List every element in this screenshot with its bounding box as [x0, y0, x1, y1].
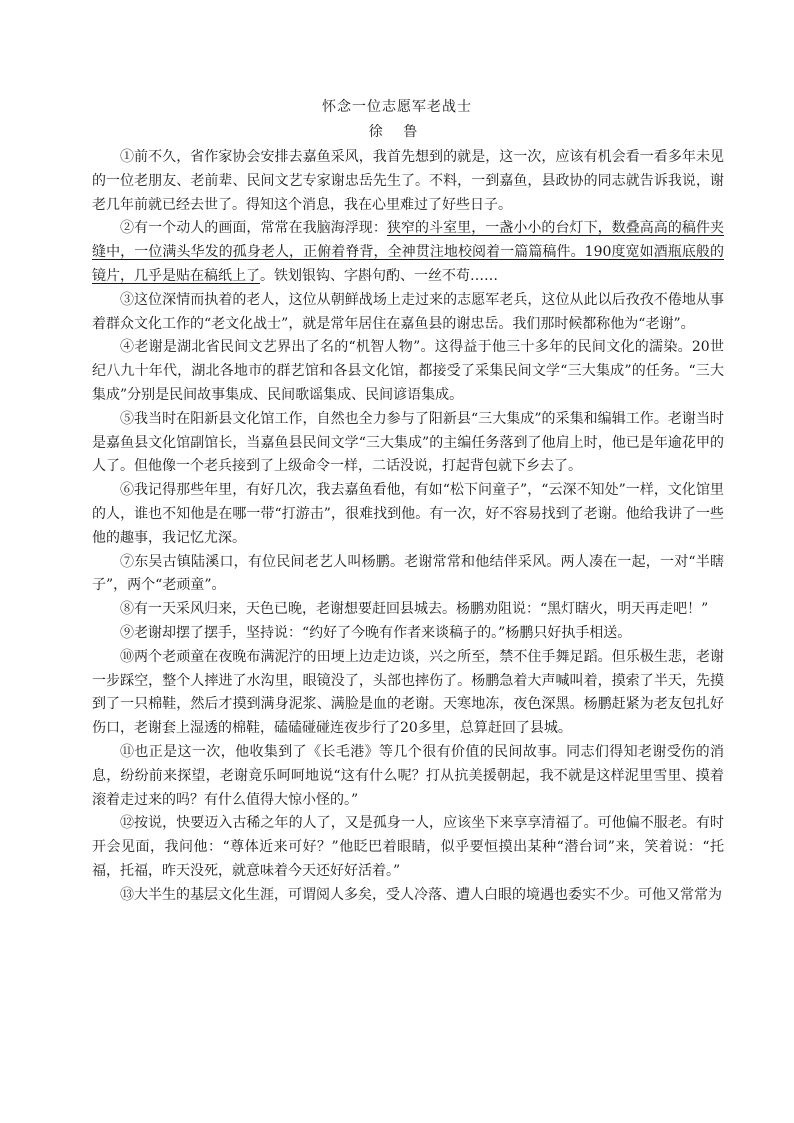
paragraph-text: ⑥我记得那些年里，有好几次，我去嘉鱼看他，有如“松下问童子”，“云深不知处”一样，文化馆里的人，谁也不知他是在哪一带“打游击”，很难找到他。有一次，好不容易找到了老谢。他给我讲了一些他的趣事，我记忆尤深。 — [92, 482, 724, 546]
paragraph-text: 。铁划银钩、字斟句酌、一丝不苟…… — [260, 267, 498, 284]
paragraph — [92, 622, 724, 646]
paragraph-text: ①前不久，省作家协会安排去嘉鱼采风，我首先想到的就是，这一次，应该有机会看一看多年未见的一位老朋友、老前辈、民间文艺专家谢忠岳先生了。不料，一到嘉鱼，县政协的同志就告诉我说，谢老几年前就已经去世了。得知这个消息，我在心里难过了好些日子。 — [92, 149, 724, 213]
paragraph — [92, 598, 724, 622]
paragraph — [92, 408, 724, 479]
paragraph — [92, 884, 724, 908]
paragraph — [92, 551, 724, 599]
paragraph-text: ③这位深情而执着的老人，这位从朝鲜战场上走过来的志愿军老兵，这位从此以后孜孜不倦地从事着群众文化工作的“老文化战士”，就是常年居住在嘉鱼县的谢忠岳。我们那时候都称他为“老谢”。 — [92, 291, 724, 332]
article-title: 怀念一位志愿军老战士 — [322, 99, 472, 115]
paragraph-text: ⑩两个老顽童在夜晚布满泥泞的田埂上边走边谈，兴之所至，禁不住手舞足蹈。但乐极生悲，老谢一步踩空，整个人摔进了水沟里，眼镜没了，头部也摔伤了。杨鹏急着大声喊叫着，摸索了半天，先摸到了一只棉鞋，然后才摸到满身泥浆、满脸是血的老谢。天寒地冻，夜色深黑。杨鹏赶紧为老友包扎好伤口，老谢套上湿透的棉鞋，磕磕碰碰连夜步行了20多里，总算赶回了县城。 — [92, 648, 724, 737]
paragraph-text: ②有一个动人的画面，常常在我脑海浮现： — [120, 220, 387, 237]
paragraph-text: ④老谢是湖北省民间文艺界出了名的“机智人物”。这得益于他三十多年的民间文化的濡染。20世纪八九十年代，湖北各地市的群艺馆和各县文化馆，都接受了采集民间文学“三大集成”的任务。“三大集成”分别是民间故事集成、民间歌谣集成、民间谚语集成。 — [92, 339, 724, 403]
underlined-text: 狭窄的斗室里，一盏小小的台灯下，数叠高高的稿件夹缝中，一位满头华发的孤身老人，正俯着脊背，全神贯注地校阅着一篇篇稿件。190度宽如酒瓶底般的镜片，几乎是贴在稿纸上了 — [92, 220, 725, 284]
paragraph-text: ⑫按说，快要迈入古稀之年的人了，又是孤身一人，应该坐下来享享清福了。可他偏不服老。有时开会见面，我问他：“尊体近来可好？”他眨巴着眼睛，似乎要恒摸出某种“潜台词”来，笑着说：“托福，托福，昨天没死，就意味着今天还好好活着。” — [92, 815, 724, 879]
paragraph — [92, 812, 724, 883]
paragraph-text: ⑤我当时在阳新县文化馆工作，自然也全力参与了阳新县“三大集成”的采集和编辑工作。老谢当时是嘉鱼县文化馆副馆长，当嘉鱼县民间文学“三大集成”的主编任务落到了他肩上时，他已是年逾花甲的人了。但他像一个老兵接到了上级命令一样，二话没说，打起背包就下乡去了。 — [92, 410, 724, 475]
paragraph — [92, 336, 724, 407]
article-body — [92, 146, 724, 908]
paragraph-text: ⑨老谢却摆了摆手，坚持说：“约好了今晚有作者来谈稿子的。”杨鹏只好执手相送。 — [120, 624, 632, 641]
paragraph — [92, 646, 724, 741]
paragraph — [92, 217, 724, 288]
paragraph — [92, 289, 724, 337]
article-author: 徐 鲁 — [368, 124, 426, 140]
paragraph — [92, 741, 724, 812]
paragraph-text: ⑧有一天采风归来，天色已晚，老谢想要赶回县城去。杨鹏劝阻说：“黑灯瞎火，明天再走吧！” — [120, 601, 709, 618]
paragraph — [92, 146, 724, 217]
paragraph-text: ⑦东吴古镇陆溪口，有位民间老艺人叫杨鹏。老谢常常和他结伴采风。两人凑在一起，一对“半瞎子”，两个“老顽童”。 — [92, 553, 724, 594]
paragraph-text: ⑬大半生的基层文化生涯，可谓阅人多矣，受人冷落、遭人白眼的境遇也委实不少。可他又常常为 — [120, 886, 722, 903]
paragraph-text: ⑪也正是这一次，他收集到了《长毛港》等几个很有价值的民间故事。同志们得知老谢受伤的消息，纷纷前来探望，老谢竟乐呵呵地说“这有什么呢？打从抗美援朝起，我不就是这样泥里雪里、摸着滚着走过来的吗？有什么值得大惊小怪的。” — [92, 743, 724, 808]
paragraph — [92, 479, 724, 550]
